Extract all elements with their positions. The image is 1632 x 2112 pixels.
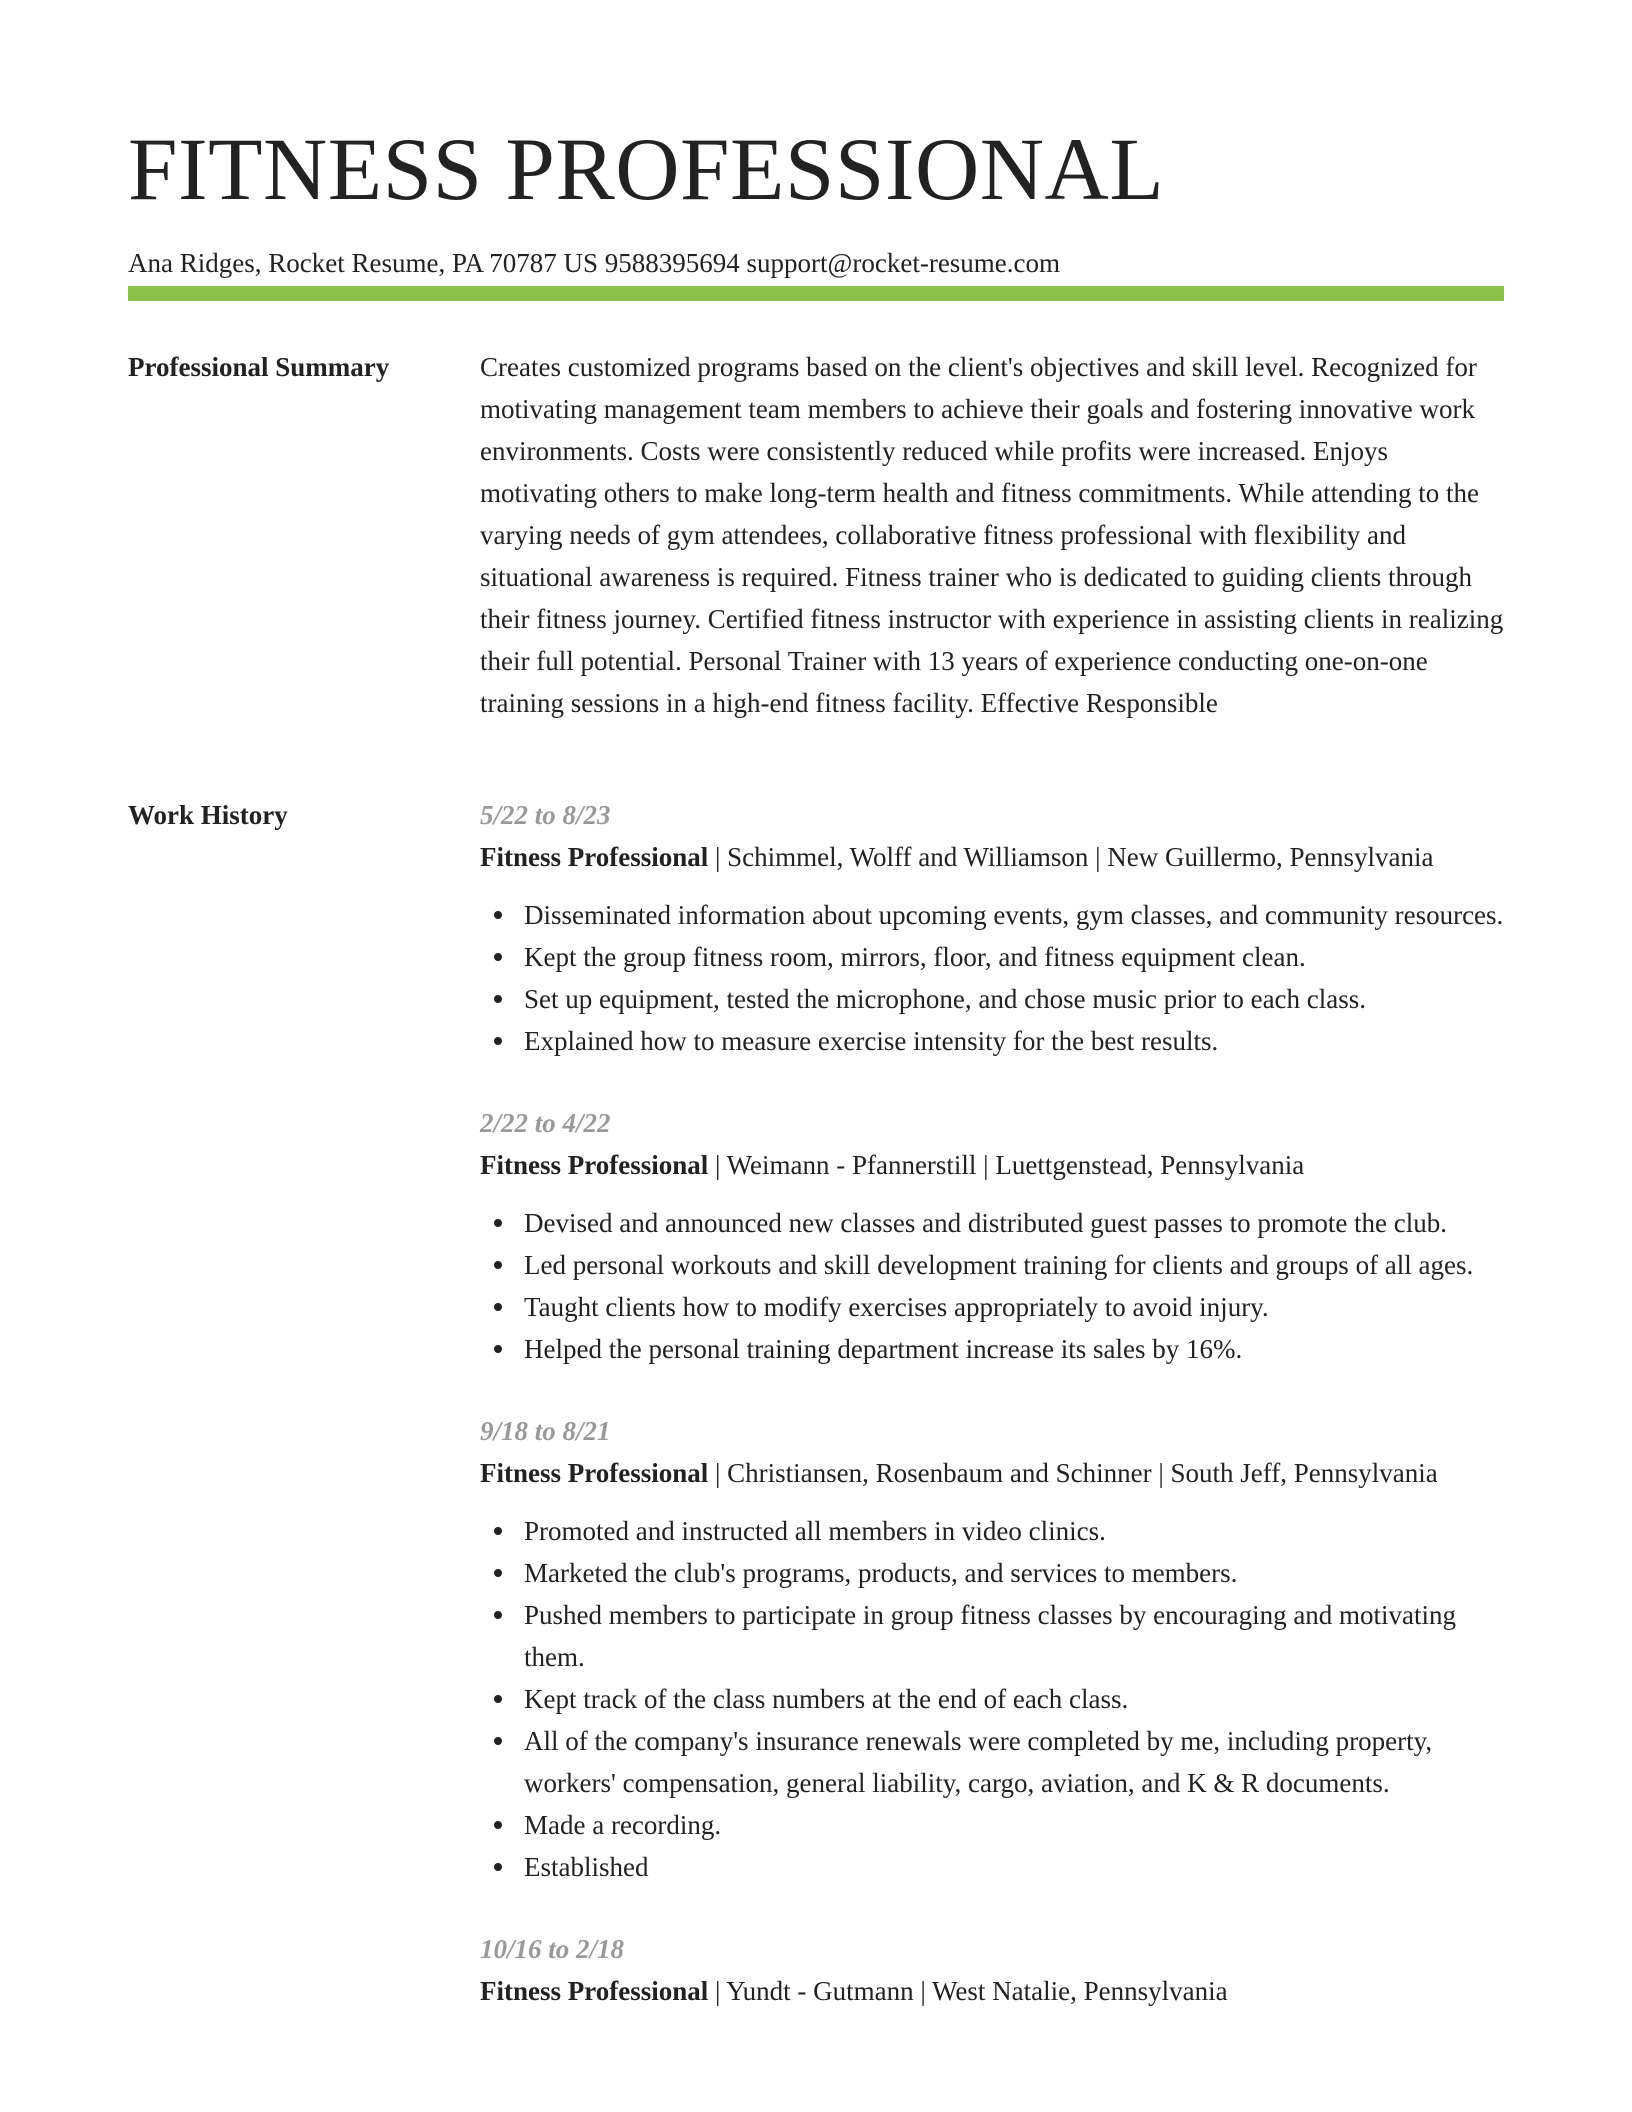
job-title: Fitness Professional (480, 842, 709, 872)
job-list (480, 794, 1504, 2052)
job-dates: 10/16 to 2/18 (480, 1934, 625, 1964)
job-employer-location: | Weimann - Pfannerstill | Luettgenstead, Pennsylvania (708, 1150, 1305, 1180)
job-bullet: Marketed the club's programs, products, and services to members. (480, 1552, 1504, 1594)
accent-divider (128, 286, 1504, 301)
job-bullet: Made a recording. (480, 1804, 1504, 1846)
job-bullet: Promoted and instructed all members in video clinics. (480, 1510, 1504, 1552)
job-bullet: Disseminated information about upcoming events, gym classes, and community resources. (480, 894, 1504, 936)
job-bullet: Kept track of the class numbers at the end of each class. (480, 1678, 1504, 1720)
job-entry (480, 1410, 1504, 1888)
contact-line: Ana Ridges, Rocket Resume, PA 70787 US 9588395694 support@rocket-resume.com (128, 248, 1061, 278)
job-bullet: Devised and announced new classes and distributed guest passes to promote the club. (480, 1202, 1504, 1244)
job-bullet: Helped the personal training department increase its sales by 16%. (480, 1328, 1504, 1370)
job-bullet: Kept the group fitness room, mirrors, floor, and fitness equipment clean. (480, 936, 1504, 978)
job-employer-location: | Schimmel, Wolff and Williamson | New Guillermo, Pennsylvania (708, 842, 1434, 872)
job-heading-line (480, 1970, 1504, 2012)
job-bullet: Taught clients how to modify exercises appropriately to avoid injury. (480, 1286, 1504, 1328)
job-employer-location: | Christiansen, Rosenbaum and Schinner | South Jeff, Pennsylvania (708, 1458, 1438, 1488)
job-entry (480, 1102, 1504, 1370)
job-dates: 5/22 to 8/23 (480, 800, 611, 830)
resume-header (128, 118, 1504, 280)
summary-text: Creates customized programs based on the client's objectives and skill level. Recognized for motivating management team members to achieve their goals and fostering innovative work environments. Costs were consistently reduced while profits were increased. Enjoys motivating others to make long-term health and fitness commitments. While attending to the varying needs of gym attendees, collaborative fitness professional with flexibility and situational awareness is required. Fitness trainer who is dedicated to guiding clients through their fitness journey. Certified fitness instructor with experience in assisting clients in realizing their full potential. Personal Trainer with 13 years of experience conducting one-on-one training sessions in a high-end fitness facility. Effective Responsible (480, 352, 1504, 718)
summary-heading: Professional Summary (128, 352, 390, 382)
job-bullet: Established (480, 1846, 1504, 1888)
job-title: Fitness Professional (480, 1458, 709, 1488)
resume-name: FITNESS PROFESSIONAL (128, 121, 1165, 219)
job-heading-line (480, 836, 1504, 878)
job-employer-location: | Yundt - Gutmann | West Natalie, Pennsylvania (708, 1976, 1228, 2006)
job-bullet: All of the company's insurance renewals were completed by me, including property, workers' compensation, general liability, cargo, aviation, and K & R documents. (480, 1720, 1504, 1804)
job-bullets (480, 1202, 1504, 1370)
job-bullet: Set up equipment, tested the microphone, and chose music prior to each class. (480, 978, 1504, 1020)
job-bullet: Led personal workouts and skill development training for clients and groups of all ages. (480, 1244, 1504, 1286)
job-bullet: Pushed members to participate in group fitness classes by encouraging and motivating them. (480, 1594, 1504, 1678)
job-bullets (480, 1510, 1504, 1888)
job-title: Fitness Professional (480, 1976, 709, 2006)
job-heading-line (480, 1452, 1504, 1494)
job-title: Fitness Professional (480, 1150, 709, 1180)
job-entry (480, 794, 1504, 1062)
job-heading-line (480, 1144, 1504, 1186)
job-bullets (480, 894, 1504, 1062)
work-history-heading: Work History (128, 800, 288, 830)
job-bullet: Explained how to measure exercise intensity for the best results. (480, 1020, 1504, 1062)
job-dates: 9/18 to 8/21 (480, 1416, 611, 1446)
job-dates: 2/22 to 4/22 (480, 1108, 611, 1138)
job-entry (480, 1928, 1504, 2012)
